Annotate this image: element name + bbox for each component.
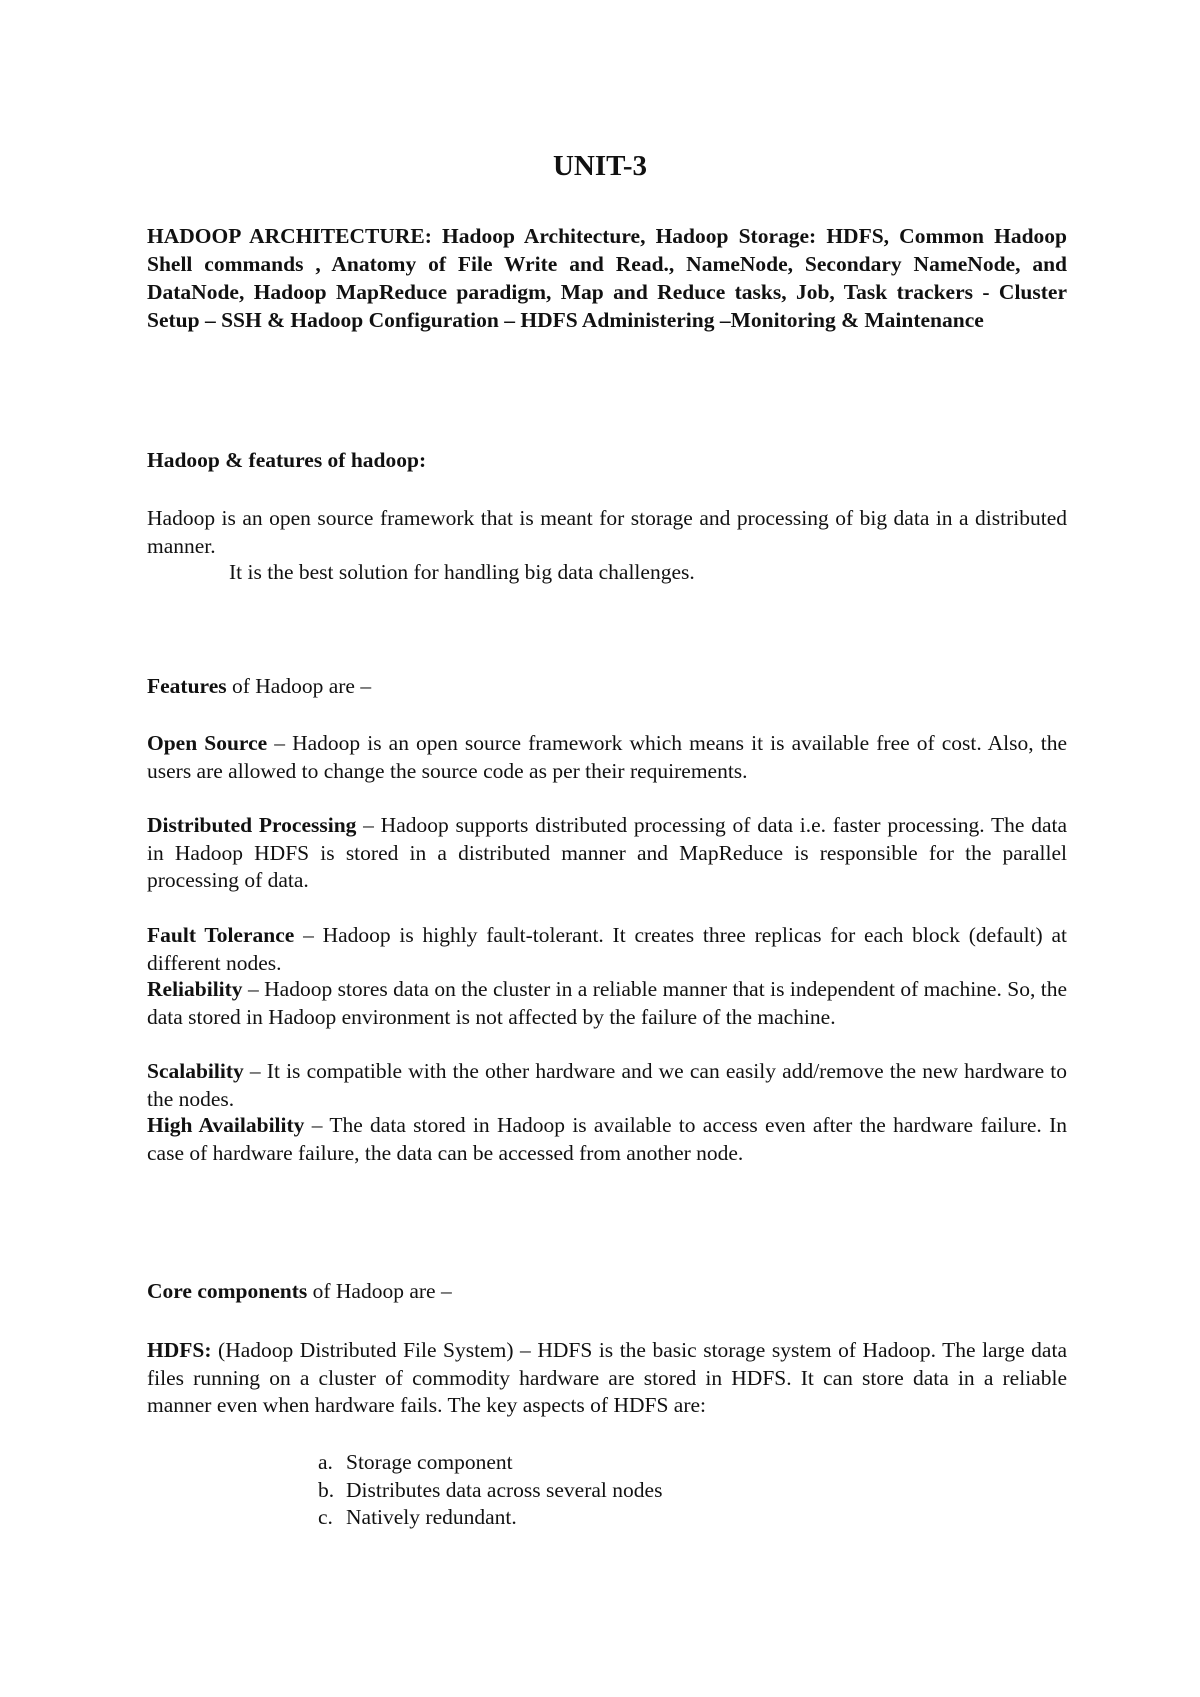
feature-term: Open Source <box>147 731 268 755</box>
list-item-text: Storage component <box>346 1450 513 1474</box>
feature-reliability <box>147 976 1067 1031</box>
intro-paragraph: Hadoop is an open source framework that is meant for storage and processing of big data in a distributed manner. <box>147 506 1067 558</box>
page-title: UNIT-3 <box>552 150 647 182</box>
intro-paragraph-2-text: It is the best solution for handling big data challenges. <box>229 560 695 584</box>
feature-high-availability <box>147 1112 1067 1167</box>
core-components-intro <box>147 1278 1067 1306</box>
list-item <box>318 1504 662 1532</box>
hdfs-paragraph <box>147 1337 1067 1420</box>
feature-text: – Hadoop stores data on the cluster in a reliable manner that is independent of machine. So, the data stored in Hadoop environment is not affected by the failure of the machine. <box>147 977 1067 1029</box>
feature-text: – Hadoop supports distributed processing of data i.e. faster processing. The data in Hadoop HDFS is stored in a distributed manner and MapReduce is responsible for the parallel processing of data. <box>147 813 1067 892</box>
core-intro-rest: of Hadoop are – <box>307 1279 452 1303</box>
feature-term: Scalability <box>147 1059 244 1083</box>
list-marker: b. <box>318 1477 335 1502</box>
list-item-text: Distributes data across several nodes <box>346 1477 663 1502</box>
list-marker: c. <box>318 1505 333 1529</box>
hdfs-term: HDFS: <box>147 1338 212 1362</box>
features-intro-bold: Features <box>147 674 227 698</box>
hdfs-text: (Hadoop Distributed File System) – HDFS is the basic storage system of Hadoop. The large data files running on a cluster of commodity hardware are stored in HDFS. It can store data in a reliable manner even when hardware fails. The key aspects of HDFS are: <box>147 1338 1067 1417</box>
features-intro-rest: of Hadoop are – <box>226 674 372 698</box>
features-intro <box>147 673 1067 701</box>
list-item-text: Natively redundant. <box>346 1505 517 1529</box>
feature-term: Fault Tolerance <box>147 923 295 947</box>
list-marker: a. <box>318 1450 333 1474</box>
hdfs-aspects-list <box>318 1449 662 1532</box>
feature-term: High Availability <box>147 1113 305 1137</box>
feature-term: Reliability <box>147 977 243 1001</box>
feature-open-source <box>147 730 1067 785</box>
feature-term: Distributed Processing <box>147 813 357 837</box>
feature-distributed-processing <box>147 812 1067 895</box>
list-item <box>318 1449 662 1477</box>
list-item <box>318 1477 662 1505</box>
section-heading-hadoop-features: Hadoop & features of hadoop: <box>147 448 427 472</box>
syllabus-topics: HADOOP ARCHITECTURE: Hadoop Architecture, Hadoop Storage: HDFS, Common Hadoop Shell commands , Anatomy of File Write and Read., NameNode, Secondary NameNode, and DataNode, Hadoop MapReduce paradigm, Map and Reduce tasks, Job, Task trackers - Cluster Setup – SSH & Hadoop Configuration – HDFS Administering –Monitoring & Maintenance <box>147 224 1067 332</box>
intro-paragraph-2 <box>147 559 1067 587</box>
core-intro-bold: Core components <box>147 1279 308 1303</box>
feature-text: – The data stored in Hadoop is available to access even after the hardware failure. In case of hardware failure, the data can be accessed from another node. <box>147 1113 1067 1165</box>
feature-fault-tolerance <box>147 922 1067 977</box>
feature-text: – Hadoop is highly fault-tolerant. It creates three replicas for each block (default) at different nodes. <box>147 923 1067 975</box>
feature-text: – It is compatible with the other hardware and we can easily add/remove the new hardware to the nodes. <box>147 1059 1067 1111</box>
feature-scalability <box>147 1058 1067 1113</box>
feature-text: – Hadoop is an open source framework which means it is available free of cost. Also, the users are allowed to change the source code as per their requirements. <box>147 731 1067 783</box>
